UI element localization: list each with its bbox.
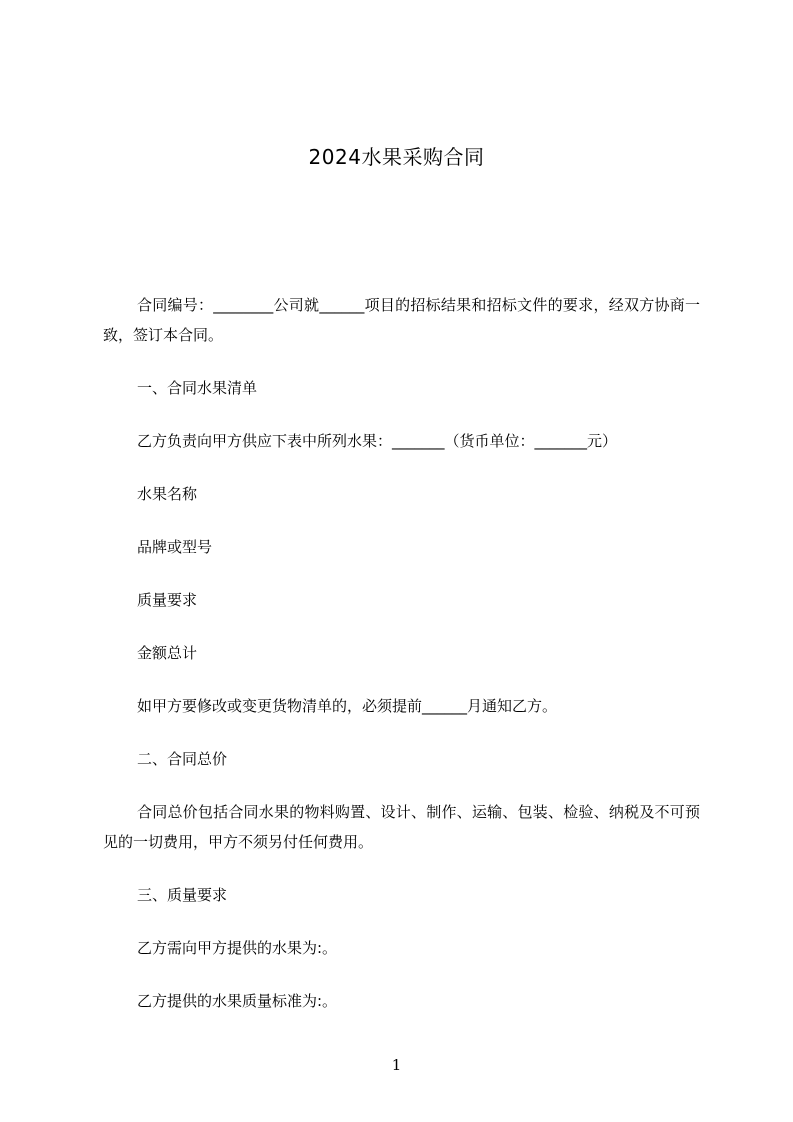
field-fruit-name: 水果名称 bbox=[137, 485, 198, 503]
field-total-amount: 金额总计 bbox=[137, 644, 198, 662]
section-3-line-1: 乙方需向甲方提供的水果为:。 bbox=[137, 939, 338, 957]
section-2-text: 合同总价包括合同水果的物料购置、设计、制作、运输、包装、检验、纳税及不可预见的一切费用，甲方不须另付任何费用。 bbox=[103, 803, 700, 851]
change-notice-paragraph: 如甲方要修改或变更货物清单的，必须提前______月通知乙方。 bbox=[137, 697, 558, 715]
section-1-text: 乙方负责向甲方供应下表中所列水果：_______（货币单位：_______元） bbox=[137, 432, 618, 450]
field-quality-requirement: 质量要求 bbox=[137, 591, 198, 609]
page-number: 1 bbox=[391, 1056, 402, 1074]
section-3-heading: 三、质量要求 bbox=[137, 886, 228, 904]
document-title: 2024水果采购合同 bbox=[308, 145, 485, 169]
document-body bbox=[103, 290, 700, 1016]
field-brand-model: 品牌或型号 bbox=[137, 538, 213, 556]
intro-paragraph: 合同编号：________公司就______项目的招标结果和招标文件的要求，经双方协商一致，签订本合同。 bbox=[103, 296, 700, 344]
section-3-line-2: 乙方提供的水果质量标准为:。 bbox=[137, 992, 338, 1010]
section-1-heading: 一、合同水果清单 bbox=[137, 379, 258, 397]
section-2-heading: 二、合同总价 bbox=[137, 750, 228, 768]
